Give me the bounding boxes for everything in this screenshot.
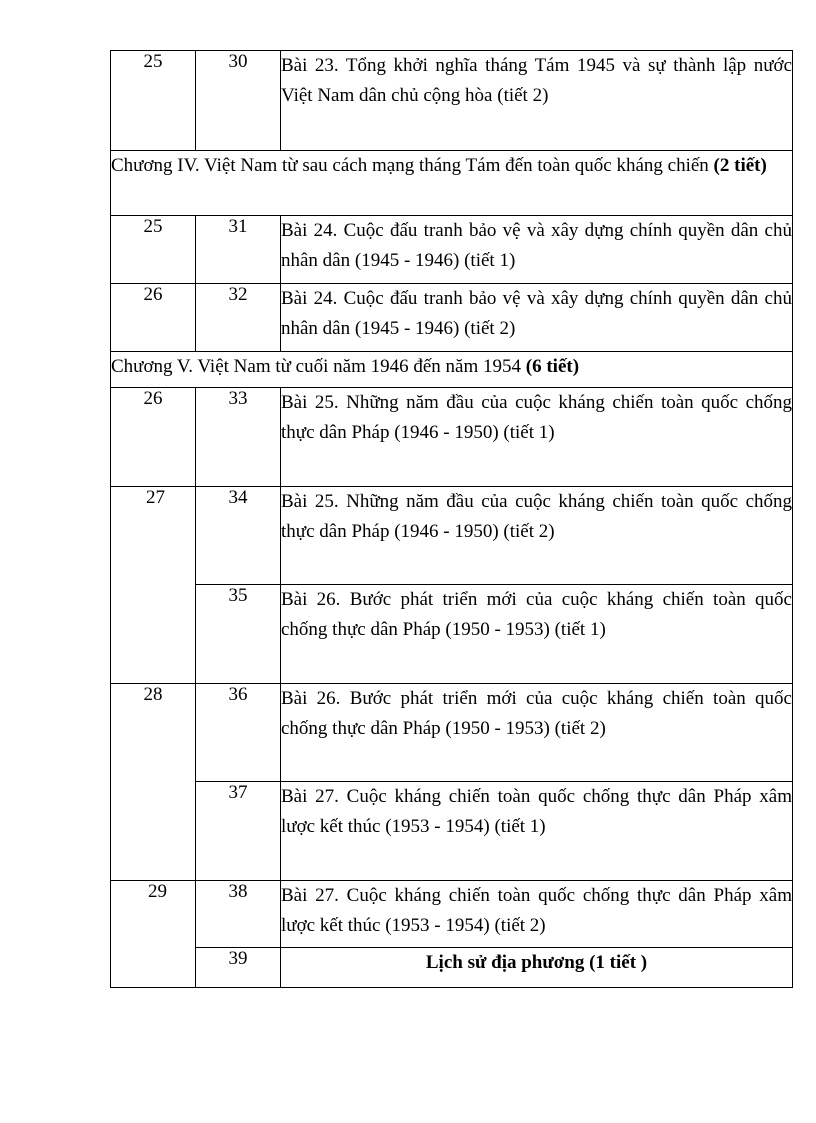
lesson-cell: Bài 25. Những năm đầu của cuộc kháng chiến toàn quốc chống thực dân Pháp (1946 - 1950) (tiết 1) <box>281 388 793 487</box>
table-row <box>111 684 793 782</box>
lesson-cell: Bài 24. Cuộc đấu tranh bảo vệ và xây dựng chính quyền dân chủ nhân dân (1945 - 1946) (tiết 1) <box>281 216 793 284</box>
period-cell: 35 <box>196 585 281 684</box>
week-cell: 28 <box>111 684 196 881</box>
table-row <box>111 782 793 881</box>
lesson-cell: Bài 26. Bước phát triển mới của cuộc kháng chiến toàn quốc chống thực dân Pháp (1950 - 1953) (tiết 1) <box>281 585 793 684</box>
table-row <box>111 487 793 585</box>
chapter-title: Chương V. Việt Nam từ cuối năm 1946 đến năm 1954 <box>111 356 526 377</box>
period-cell: 39 <box>196 948 281 988</box>
chapter-heading <box>111 151 793 216</box>
week-cell: 27 <box>111 487 196 684</box>
chapter-title: Chương IV. Việt Nam từ sau cách mạng tháng Tám đến toàn quốc kháng chiến <box>111 155 714 176</box>
table-row <box>111 51 793 151</box>
curriculum-table <box>110 50 793 988</box>
lesson-cell: Bài 26. Bước phát triển mới của cuộc kháng chiến toàn quốc chống thực dân Pháp (1950 - 1953) (tiết 2) <box>281 684 793 782</box>
period-cell: 36 <box>196 684 281 782</box>
period-cell: 33 <box>196 388 281 487</box>
table-row <box>111 948 793 988</box>
lesson-cell: Bài 24. Cuộc đấu tranh bảo vệ và xây dựng chính quyền dân chủ nhân dân (1945 - 1946) (tiết 2) <box>281 284 793 352</box>
week-cell: 29 <box>111 881 196 988</box>
lesson-cell: Bài 23. Tổng khởi nghĩa tháng Tám 1945 và sự thành lập nước Việt Nam dân chủ cộng hòa (tiết 2) <box>281 51 793 151</box>
week-cell: 25 <box>111 216 196 284</box>
local-history-cell: Lịch sử địa phương (1 tiết ) <box>281 948 793 988</box>
table-row <box>111 216 793 284</box>
period-cell: 37 <box>196 782 281 881</box>
week-cell: 26 <box>111 388 196 487</box>
chapter-heading <box>111 352 793 388</box>
lesson-cell: Bài 27. Cuộc kháng chiến toàn quốc chống thực dân Pháp xâm lược kết thúc (1953 - 1954) (tiết 2) <box>281 881 793 948</box>
table-row <box>111 881 793 948</box>
period-cell: 34 <box>196 487 281 585</box>
chapter-row <box>111 151 793 216</box>
period-cell: 31 <box>196 216 281 284</box>
table-row <box>111 585 793 684</box>
lesson-cell: Bài 25. Những năm đầu của cuộc kháng chiến toàn quốc chống thực dân Pháp (1946 - 1950) (tiết 2) <box>281 487 793 585</box>
chapter-row <box>111 352 793 388</box>
chapter-period-count: (6 tiết) <box>525 356 580 377</box>
week-cell: 26 <box>111 284 196 352</box>
table-row <box>111 388 793 487</box>
chapter-period-count: (2 tiết) <box>713 155 767 176</box>
period-cell: 38 <box>196 881 281 948</box>
week-cell: 25 <box>111 51 196 151</box>
table-row <box>111 284 793 352</box>
period-cell: 30 <box>196 51 281 151</box>
lesson-cell: Bài 27. Cuộc kháng chiến toàn quốc chống thực dân Pháp xâm lược kết thúc (1953 - 1954) (tiết 1) <box>281 782 793 881</box>
period-cell: 32 <box>196 284 281 352</box>
